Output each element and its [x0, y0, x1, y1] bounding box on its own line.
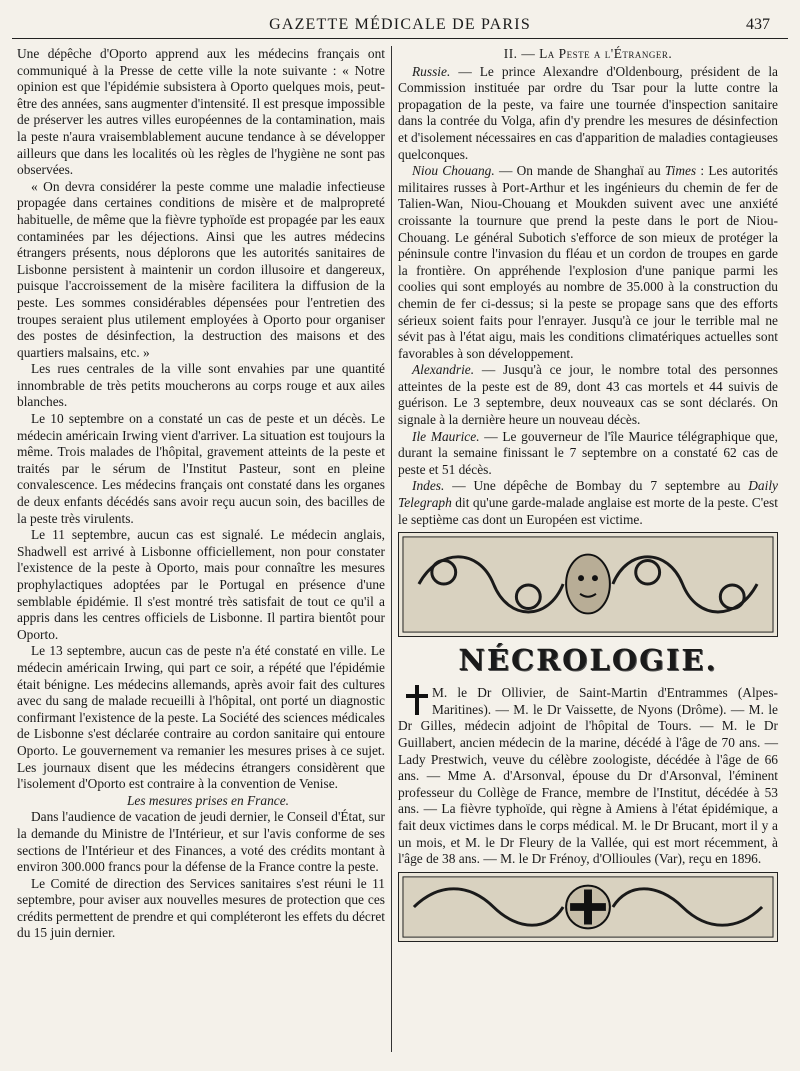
text-russie: — Le prince Alexandre d'Oldenbourg, président de la Commission instituée par ordre du Tsar pour la lutte contre la propagation de la peste, va faire une tournée d'inspection sanitaire dans la contrée du Volga, afin d'y prendre les mesures de désinfection et d'isolement nécessaires en cas d'apparition de maladies contagieuses quelconques. — [398, 63, 778, 162]
newspaper-times: Times — [664, 163, 697, 179]
label-russie: Russie. — [412, 63, 451, 79]
column-divider — [391, 46, 392, 1052]
text-ile-maurice: — Le gouverneur de l'île Maurice télégraphique que, durant la semaine finissant le 7 septembre on a constaté 62 cas de peste et 51 décès. — [398, 428, 778, 477]
page-number: 437 — [746, 16, 770, 33]
paragraph-ile-maurice — [398, 429, 778, 479]
subtitle-mesures-france: Les mesures prises en France. — [126, 792, 290, 808]
label-niou-chouang: Niou Chouang. — [412, 163, 495, 179]
label-indes: Indes. — [412, 478, 445, 494]
paragraph-necrologie — [398, 685, 778, 868]
left-column — [17, 46, 385, 942]
ornament-cross-pattern-icon — [399, 873, 777, 941]
paragraph-russie — [398, 64, 778, 164]
ornamental-banner-top — [398, 532, 778, 637]
paragraph-comite-direction: Le Comité de direction des Services sanitaires s'est réuni le 11 septembre, pour aviser aux nouvelles mesures de protection que ces crédits permettent de prendre et qui compléteront les effets du décret du 15 juin dernier. — [17, 875, 385, 941]
paragraph-alexandrie — [398, 362, 778, 428]
section-title-peste-etranger: II. — La Peste a l'Étranger. — [503, 46, 673, 61]
paragraph-indes — [398, 478, 778, 528]
paragraph-oporto-note: Une dépêche d'Oporto apprend aux les médecins français ont communiqué à la Presse de cette ville la note suivante : « Notre opinion est que l'épidémie subsistera à Oporto quelques mois, peut-être des années, sans augmenter d'intensité. Il est presque impossible de préserver les autres villes européennes de la contamination, mais la peste n'aura vraisemblablement aucune tendance à se développer ailleurs que dans les localités où les règles de l'hygiène ne sont pas observées. — [17, 46, 385, 178]
right-column — [398, 46, 778, 946]
ornamental-banner-bottom — [398, 872, 778, 942]
text-niou-a: — On mande de Shanghaï au — [494, 163, 665, 179]
paragraph-11-septembre: Le 11 septembre, aucun cas est signalé. Le médecin anglais, Shadwell est arrivé à Lisbonne officiellement, non pour constater l'existence de la peste à Oporto, mais pour connaître les mesures prophylactiques adoptées par le Portugal en présence d'une semblable épidémie. Il s'est montré très satisfait de tout ce qu'il a appris dans les centres officiels de Lisbonne. Il partira bientôt pour Oporto. — [17, 527, 385, 642]
paragraph-10-septembre: Le 10 septembre on a constaté un cas de peste et un décès. Le médecin américain Irwing vient d'arriver. La situation est toujours la même. Trois malades de l'hôpital, gravement atteints de la peste et traités par le sérum de l'Institut Pasteur, sont en pleine convalescence. Les médecins français ont constaté dans les organes de deux enfants décédés sans avoir reçu aucun soin, des bacilles de la peste très virulents. — [17, 411, 385, 526]
paragraph-moucherons: Les rues centrales de la ville sont envahies par une quantité innombrable de très petits moucherons au corps rouge et aux ailes blanches. — [17, 361, 385, 410]
ornament-scroll-icon — [399, 533, 777, 636]
text-alexandrie: — Jusqu'à ce jour, le nombre total des personnes atteintes de la peste est de 89, dont 43 cas mortels et 44 suivis de guérison. Le 3 septembre, deux nouveaux cas se sont déclarés. On signale à la dernière heure un nouveau décès. — [398, 362, 778, 428]
necrologie-heading: NÉCROLOGIE. — [458, 643, 718, 678]
cross-icon — [406, 685, 428, 715]
paragraph-niou-chouang — [398, 163, 778, 362]
text-indes-b: dit qu'une garde-malade anglaise est morte de la peste. C'est le septième cas dont un Européen est victime. — [398, 495, 778, 527]
label-ile-maurice: Ile Maurice. — [412, 428, 480, 444]
label-alexandrie: Alexandrie. — [412, 362, 475, 378]
text-niou-b: : Les autorités militaires russes à Port-Arthur et les ingénieurs du chemin de fer de Talien-Wan, Niou-Chouang et Moukden suivent avec une anxiété croissante la tournure que prend la peste dans le port de Niou-Chouang. Le général Subotich s'efforce de son mieux de protéger la péninsule contre l'invasion du fléau et un cordon de troupes en garde la frontière. On appréhende l'explosion d'une panique parmi les coolies qui sont employés au nombre de 35.000 à la construction du chemin de fer ci-dessus; si la peste se propage sans que des efforts sérieux soient faits pour l'enrayer. Jusqu'à ce jour le terrible mal ne sévit pas à l'état aigu, mais les conditions climatériques actuelles sont favorables à son développement. — [398, 163, 779, 361]
newspaper-daily-telegraph: Daily Telegraph — [398, 478, 778, 511]
paragraph-13-septembre: Le 13 septembre, aucun cas de peste n'a été constaté en ville. Le médecin américain Irwing, qui part ce soir, a répété que l'épidémie était bénigne. Les médecins allemands, après avoir fait des cultures avec du sang de malade recueilli à l'hôpital, ont porté un diagnostic confirmant l'existence de la peste. La Société des sciences médicales de Lisbonne s'est déclarée contraire au cordon sanitaire qui entoure Oporto. Le gouvernement va remanier les mesures prises à ce sujet. Les journaux disent que les médecins étrangers considèrent que l'isolement d'Oporto est contraire à la convention de Venise. — [17, 643, 385, 792]
text-indes-a: — Une dépêche de Bombay du 7 septembre au — [444, 478, 749, 494]
paragraph-conseil-etat: Dans l'audience de vacation de jeudi dernier, le Conseil d'État, sur la demande du Ministre de l'Intérieur, et sur l'avis conforme de ses sections de l'Intérieur et des Finances, a voté des crédits montant à environ 300.000 francs pour la défense de la France contre la peste. — [17, 809, 385, 875]
paragraph-peste-infectieuse: « On devra considérer la peste comme une maladie infectieuse propagée dans certaines conditions de misère et de malpropreté habituelle, de même que la fièvre typhoïde est propagée par les eaux contaminées par les déjections. Ainsi que les autres médecins étrangers présents, nous déplorons que les autorités sanitaires de Lisbonne persistent à maintenir un cordon illusoire et dangereux, puisque l'accroissement de la misère facilitera la diffusion de la peste. Les sommes considérables dépensées pour l'entretien des troupes seraient plus utilement employées à Oporto pour organiser des postes de désinfection, la destruction des maisons et des quartiers malsains, etc. » — [17, 178, 385, 360]
text-necrologie: M. le Dr Ollivier, de Saint-Martin d'Entrammes (Alpes-Maritines). — M. le Dr Vaissette, de Nyons (Drôme). — M. le Dr Gilles, médecin adjoint de l'hôpital de Tours. — M. le Dr Guillabert, ancien médecin de la marine, décédé à l'âge de 70 ans. — Lady Prestwich, veuve du célèbre zoologiste, décédée à l'âge de 66 ans. — Mme A. d'Arsonval, épouse du Dr d'Arsonval, l'éminent professeur du Collège de France, membre de l'Institut, décédée à 53 ans. — La fièvre typhoïde, qui règne à Amiens à l'état épidémique, a fait deux victimes dans le corps médical. M. le Dr Brucant, mort il y a un mois, et M. le Dr Fleury de la Vallée, qui est mort récemment, à l'âge de 38 ans. — M. le Dr Frénoy, d'Ollioules (Var), reçu en 1896. — [398, 685, 778, 867]
page-header — [12, 12, 788, 39]
journal-title: GAZETTE MÉDICALE DE PARIS — [269, 16, 531, 33]
